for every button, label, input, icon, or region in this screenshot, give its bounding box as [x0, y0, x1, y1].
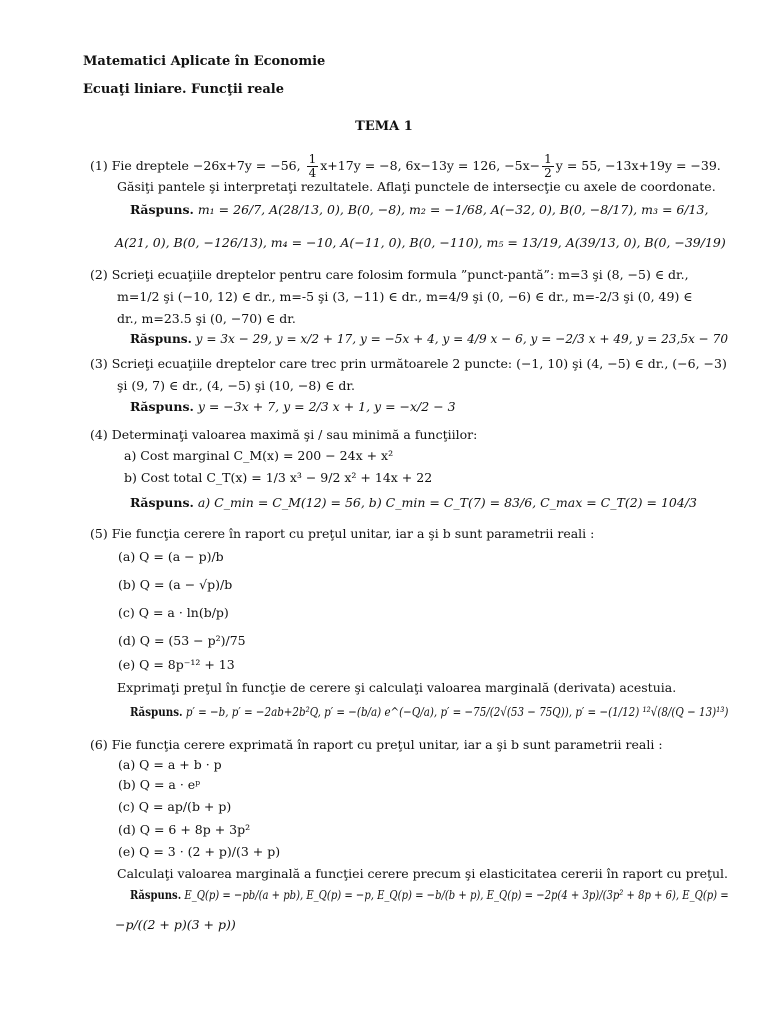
- problem-4-line-1: (4) Determinaţi valoarea maximă şi / sau minimă a funcţiilor:: [90, 427, 478, 442]
- problem-6-item-a: (a) Q = a + b · p: [118, 757, 222, 772]
- problem-5-item-a: (a) Q = (a − p)/b: [118, 549, 224, 564]
- problem-1-line-2: Găsiţi pantele şi interpretaţi rezultatele. Aflaţi punctele de intersecţie cu axele de coordonate.: [117, 179, 716, 194]
- problem-5-line-1: (5) Fie funcţia cerere în raport cu preţul unitar, iar a şi b sunt parametrii reali :: [90, 526, 595, 541]
- problem-4-item-a: a) Cost marginal C_M(x) = 200 − 24x + x²: [124, 448, 394, 463]
- problem-5-item-c: (c) Q = a · ln(b/p): [118, 605, 229, 620]
- problem-5-item-b: (b) Q = (a − √p)/b: [118, 577, 233, 592]
- homework-title: TEMA 1: [355, 119, 413, 134]
- fraction: $\frac{1}{4}$: [308, 152, 317, 181]
- problem-1-answer-2: A(21, 0), B(0, −126/13), m₄ = −10, A(−11, 0), B(0, −110), m₅ = 13/19, A(39/13, 0), B(0, −39/19): [115, 235, 726, 250]
- problem-5-item-d: (d) Q = (53 − p²)/75: [118, 633, 246, 648]
- problem-3-line-2: şi (9, 7) ∈ dr., (4, −5) şi (10, −8) ∈ dr.: [117, 378, 355, 393]
- problem-2-answer: Răspuns. y = 3x − 29, y = x/2 + 17, y = −5x + 4, y = 4/9 x − 6, y = −2/3 x + 49, y = 23,5x − 70: [130, 331, 729, 346]
- problem-5-answer: Răspuns. p′ = −b, p′ = −2ab+2b²Q, p′ = −(b/a) e^(−Q/a), p′ = −75/(2√(53 − 75Q)), p′ = −(1/12) ¹²√(8/(Q − 13)¹³): [130, 704, 729, 719]
- course-title: Matematici Aplicate în Economie: [83, 54, 326, 69]
- problem-6-task: Calculaţi valoarea marginală a funcţiei cerere precum şi elasticitatea cererii în raport cu preţul.: [117, 866, 729, 881]
- problem-6-answer-2: −p/((2 + p)(3 + p)): [115, 917, 236, 932]
- problem-6-line-1: (6) Fie funcţia cerere exprimată în raport cu preţul unitar, iar a şi b sunt parametrii reali :: [90, 737, 663, 752]
- problem-6-item-b: (b) Q = a · eᵖ: [118, 777, 201, 792]
- problem-6-item-e: (e) Q = 3 · (2 + p)/(3 + p): [118, 844, 281, 859]
- problem-3-answer: Răspuns. y = −3x + 7, y = 2/3 x + 1, y = −x/2 − 3: [130, 399, 456, 414]
- problem-6-item-c: (c) Q = ap/(b + p): [118, 799, 232, 814]
- problem-3-line-1: (3) Scrieţi ecuaţiile dreptelor care trec prin următoarele 2 puncte: (−1, 10) şi (4, −5) ∈ dr., (−6, −3): [90, 356, 727, 371]
- problem-2-line-3: dr., m=23.5 şi (0, −70) ∈ dr.: [117, 311, 296, 326]
- problem-2-line-2: m=1/2 şi (−10, 12) ∈ dr., m=-5 şi (3, −11) ∈ dr., m=4/9 şi (0, −6) ∈ dr., m=-2/3 şi (0, 49) ∈: [117, 289, 693, 304]
- answer-label: Răspuns.: [130, 202, 194, 217]
- problem-6-item-d: (d) Q = 6 + 8p + 3p²: [118, 822, 251, 837]
- problem-4-item-b: b) Cost total C_T(x) = 1/3 x³ − 9/2 x² + 14x + 22: [124, 470, 433, 485]
- problem-number: (1): [90, 158, 108, 174]
- problem-5-item-e: (e) Q = 8p⁻¹² + 13: [118, 657, 235, 672]
- problem-2-line-1: (2) Scrieţi ecuaţiile dreptelor pentru care folosim formula ”punct-pantă”: m=3 şi (8, −5) ∈ dr.,: [90, 267, 689, 282]
- subtitle: Ecuaţi liniare. Funcţii reale: [83, 82, 285, 97]
- problem-5-task: Exprimaţi preţul în funcţie de cerere şi calculaţi valoarea marginală (derivata) acestuia.: [117, 680, 677, 695]
- problem-4-answer: Răspuns. a) C_min = C_M(12) = 56, b) C_min = C_T(7) = 83/6, C_max = C_T(2) = 104/3: [130, 495, 697, 510]
- problem-1-answer-1: Răspuns. m₁ = 26/7, A(28/13, 0), B(0, −8), m₂ = −1/68, A(−32, 0), B(0, −8/17), m₃ = 6/13,: [130, 202, 709, 217]
- fraction: $\frac{1}{2}$: [544, 152, 552, 181]
- problem-6-answer-1: Răspuns. E_Q(p) = −pb/(a + pb), E_Q(p) = −p, E_Q(p) = −b/(b + p), E_Q(p) = −2p(4 + 3p)/(3p² + 8p + 6), E_Q(p) =: [130, 887, 729, 902]
- problem-1-line-1: (1) Fie dreptele −26x+7y = −56, $\frac{1}{4}$ x+17y = −8, 6x−13y = 126, −5x− $\frac{1}{2}$ y = 55, −13x+19y = −39.: [90, 152, 721, 181]
